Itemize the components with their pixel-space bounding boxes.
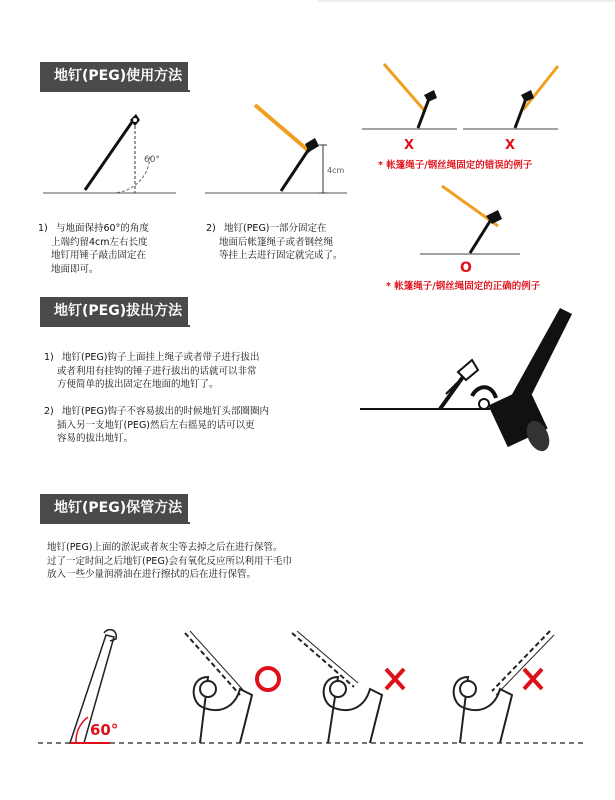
section-header-usage: 地钉(PEG)使用方法 [40, 62, 188, 90]
removal-step-1-number: 1) [44, 352, 54, 363]
usage-step-2-number: 2) [206, 223, 216, 234]
wrong-mark-2: X [505, 138, 516, 153]
angle-label: 60° [144, 155, 160, 165]
peg-head-rope-examples-illustration [30, 625, 590, 750]
peg-angle-illustration [40, 108, 180, 198]
usage-step-2-line-3: 等挂上去进行固定就完成了。 [219, 250, 343, 261]
usage-step-1-line-4: 地面即可。 [51, 263, 99, 275]
storage-line-3: 放入一些少量润滑油在进行擦拭的后在进行保管。 [47, 569, 257, 580]
section-header-removal: 地钉(PEG)拔出方法 [40, 297, 188, 325]
wrong-example-caption: * 帐篷绳子/钢丝绳固定的错误的例子 [378, 160, 533, 171]
usage-step-1-line-1: 与地面保持60°的角度 [56, 223, 149, 234]
removal-step-1-line-1: 地钉(PEG)钩子上面挂上绳子或者带子进行拔出 [62, 352, 260, 363]
right-example-caption: * 帐篷绳子/钢丝绳固定的正确的例子 [386, 281, 541, 292]
peg-removal-hammer-illustration [360, 306, 615, 456]
height-label: 4cm [327, 166, 345, 175]
wrong-mark-1: X [404, 138, 415, 153]
removal-step-2-line-2: 插入另一支地钉(PEG)然后左右摇晃的话可以更 [57, 419, 255, 431]
removal-step-2-line-3: 容易的拔出地钉。 [57, 433, 134, 444]
bottom-angle-label: 60° [90, 721, 119, 739]
removal-step-1 [44, 351, 294, 392]
removal-step-1-line-2: 或者利用有挂钩的锤子进行拔出的话就可以非常 [57, 365, 257, 377]
storage-line-1: 地钉(PEG)上面的淤泥或者灰尘等去掉之后在进行保管。 [47, 542, 283, 553]
wrong-example-1-illustration [362, 62, 462, 152]
right-example-illustration [420, 182, 530, 277]
peg-rope-height-illustration [205, 100, 355, 200]
usage-step-2-line-1: 地钉(PEG)一部分固定在 [224, 223, 327, 234]
removal-step-2 [44, 405, 294, 446]
removal-step-1-line-3: 方便简单的拔出固定在地面的地钉了。 [57, 379, 219, 390]
storage-line-2: 过了一定时间之后地钉(PEG)会有氧化反应所以利用干毛巾 [47, 555, 293, 567]
removal-step-2-number: 2) [44, 406, 54, 417]
right-mark: O [460, 260, 472, 276]
section-header-underline [40, 522, 190, 524]
removal-step-2-line-1: 地钉(PEG)钩子不容易拔出的时候地钉头部圈圈内 [62, 406, 270, 417]
usage-step-1 [38, 222, 198, 276]
section-header-underline [40, 325, 190, 327]
usage-step-2-line-2: 地面后帐篷绳子或者钢丝绳 [219, 236, 334, 248]
usage-step-2 [206, 222, 376, 263]
usage-step-1-number: 1) [38, 223, 48, 234]
top-divider [318, 0, 615, 2]
usage-step-1-line-2: 上端约留4cm左右长度 [51, 236, 148, 248]
wrong-example-2-illustration [463, 62, 563, 152]
section-header-storage: 地钉(PEG)保管方法 [40, 494, 188, 522]
section-header-underline [40, 90, 190, 92]
usage-step-1-line-3: 地钉用锤子敲击固定在 [51, 250, 147, 261]
storage-text [47, 541, 347, 582]
